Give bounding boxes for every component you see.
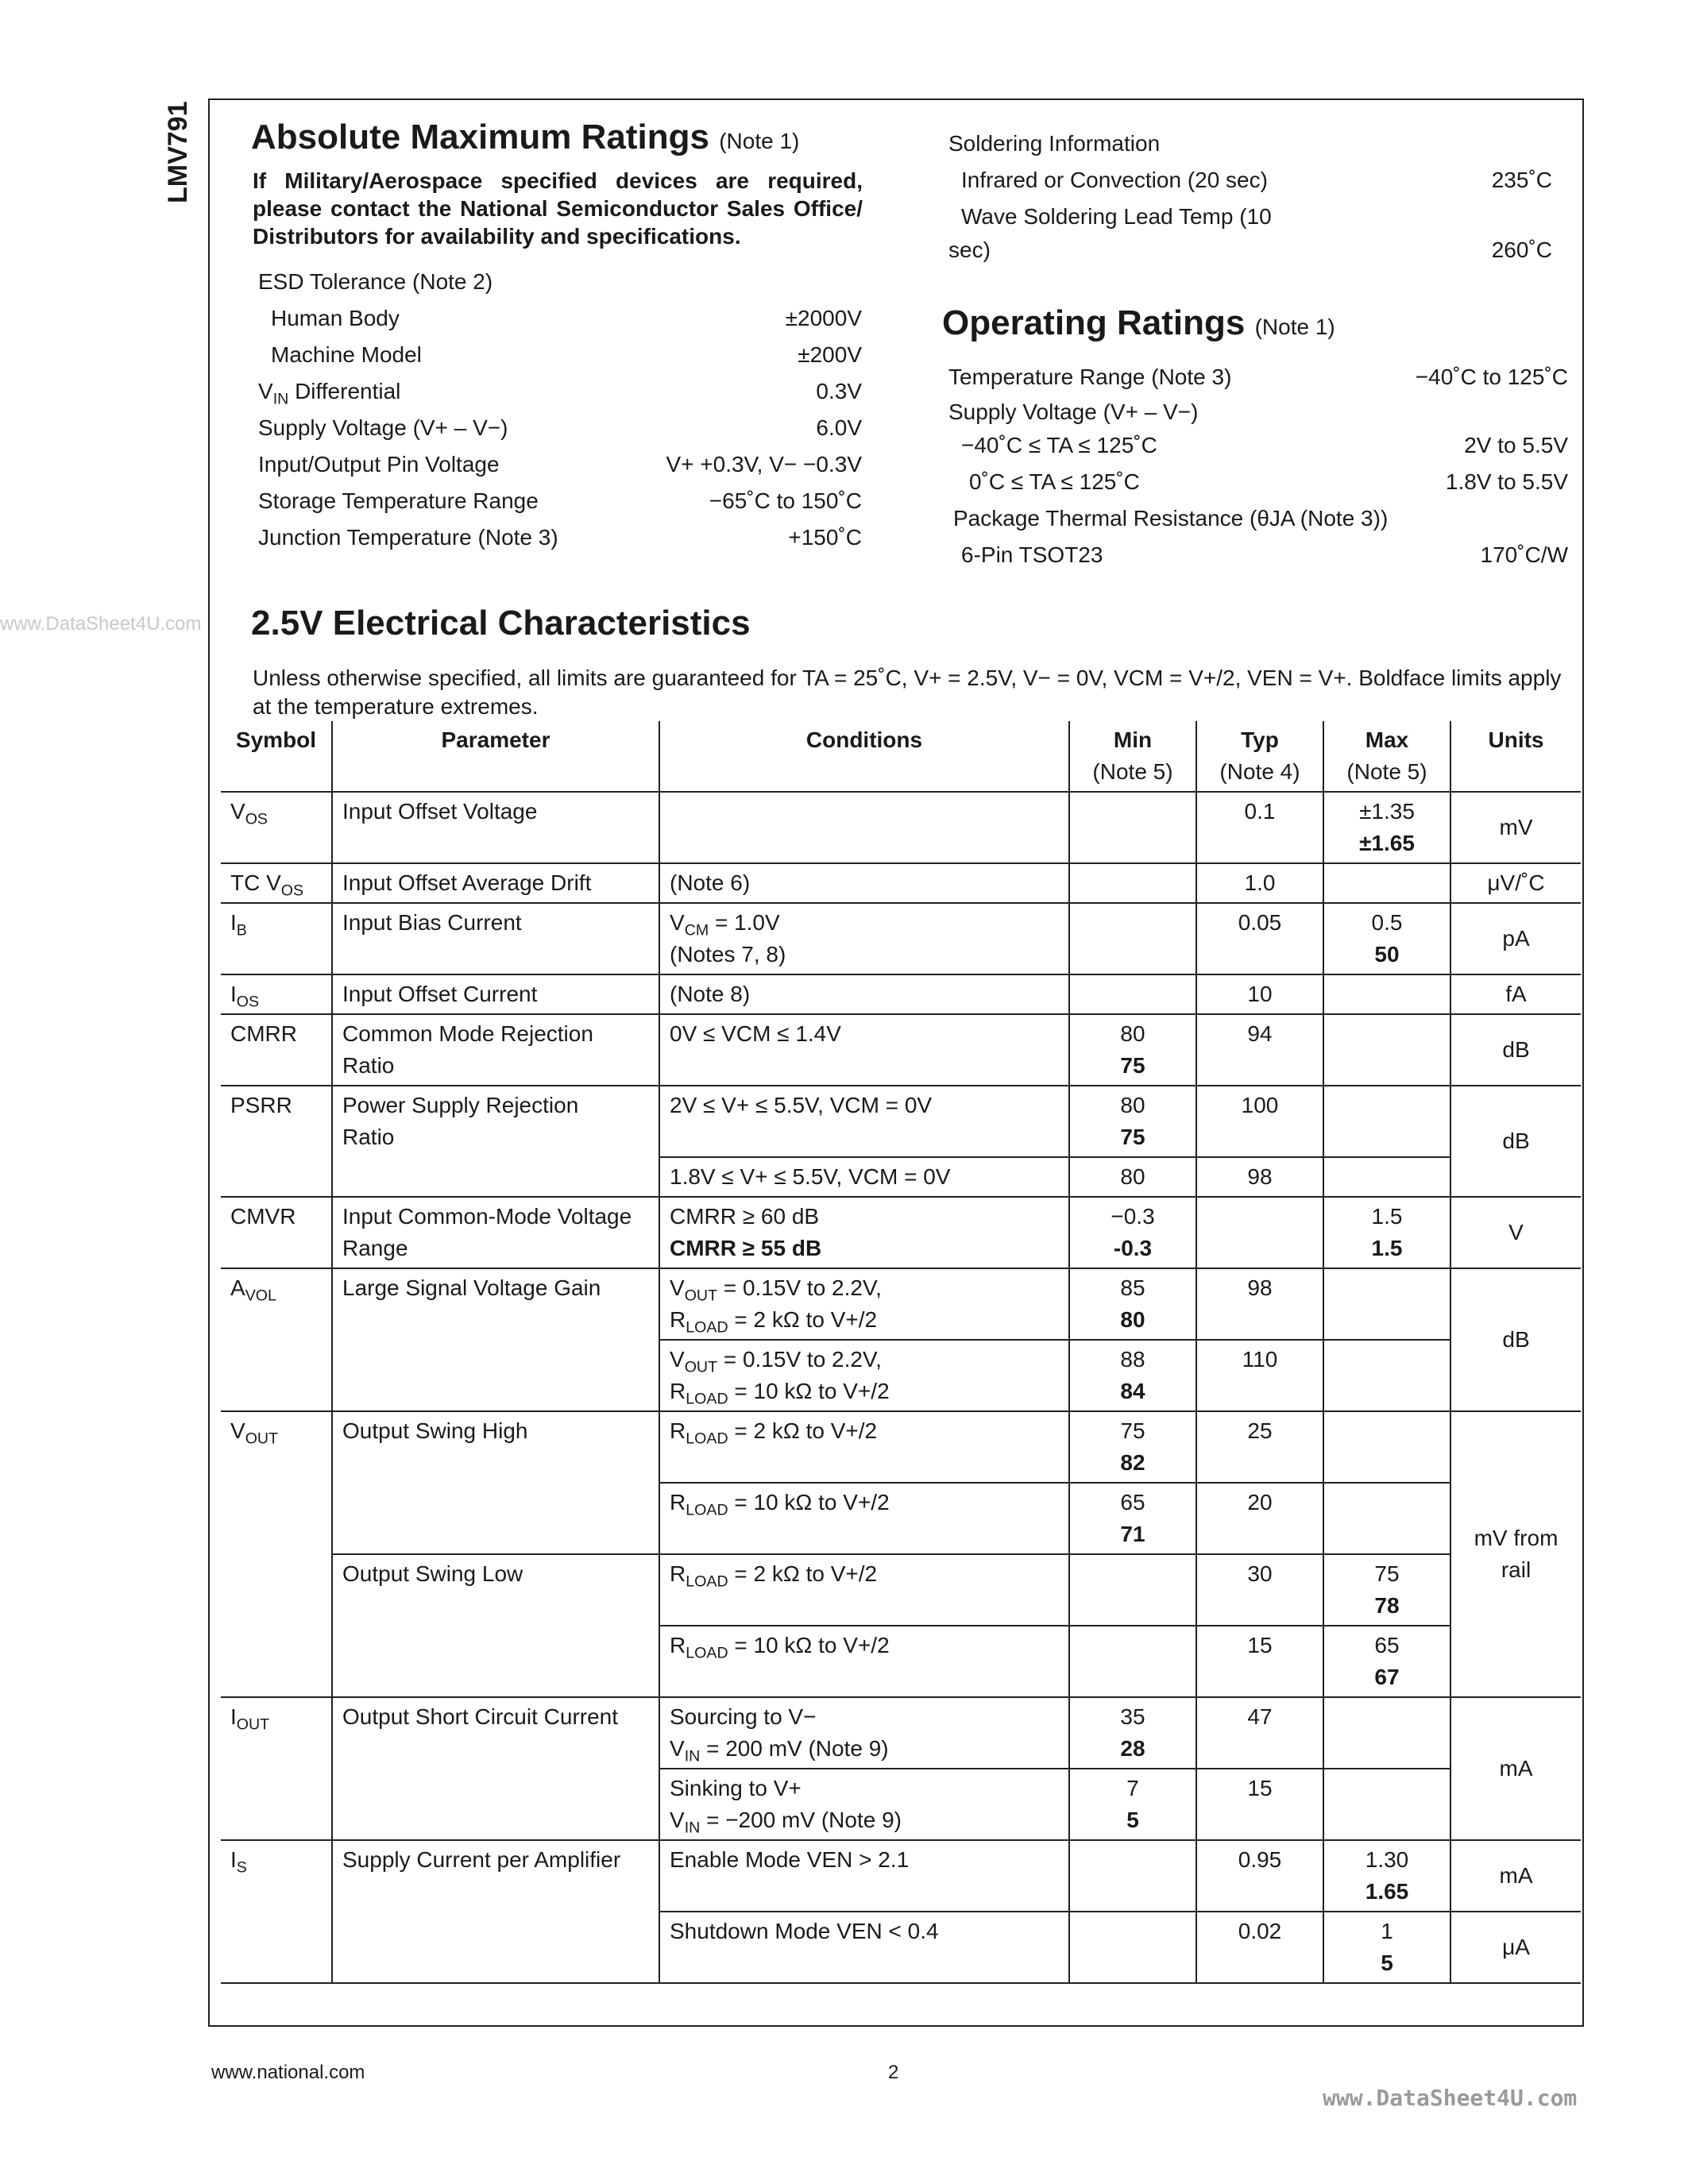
cmrr-min-val: 80 — [1120, 1021, 1145, 1046]
vos-max — [1323, 792, 1450, 863]
vin-diff-label: Differential — [295, 379, 401, 403]
vout-l2-max — [1323, 1626, 1450, 1697]
psrr-typ-2: 98 — [1196, 1157, 1323, 1197]
watermark-left: www.DataSheet4U.com — [0, 613, 202, 635]
iout-symbol: $I_{OUT}$ — [221, 1697, 332, 1840]
iout-min-2 — [1069, 1769, 1196, 1840]
cmvr-max-bold: 1.5 — [1371, 1236, 1403, 1260]
iout-cond-1b: = 200 mV (Note 9) — [706, 1736, 889, 1761]
avol-typ-1: 98 — [1196, 1268, 1323, 1340]
col-units-label: Units — [1488, 727, 1544, 752]
vos-cond — [659, 792, 1069, 863]
cmvr-cond-2: CMRR ≥ 55 dB — [670, 1236, 822, 1260]
ir-label: Infrared or Convection (20 sec) — [961, 168, 1268, 192]
iout-cond-2: Sinking to V+ $V_{IN} = -200$ mV (Note 9) — [659, 1769, 1069, 1840]
ios-symbol: $I_{OS}$ — [221, 974, 332, 1014]
supply-label: Supply Voltage (V+ – V−) — [258, 415, 508, 440]
machine-model-value: ±200V — [798, 342, 862, 367]
cmvr-typ — [1196, 1197, 1323, 1268]
junction-row — [258, 526, 862, 553]
is-min-1 — [1069, 1840, 1196, 1912]
col-typ-note: (Note 4) — [1219, 759, 1300, 784]
table-row-cmrr — [221, 1014, 1581, 1086]
op-range2-value: 1.8V to 5.5V — [1445, 469, 1568, 494]
is-min-2 — [1069, 1912, 1196, 1983]
is-max-1-bold: 1.65 — [1365, 1879, 1409, 1904]
vout-l1-cond: $R_{LOAD} = 2$ kΩ to V+/2 — [659, 1554, 1069, 1626]
ir-value: 235˚C — [1491, 168, 1552, 192]
vout-h1-max — [1323, 1411, 1450, 1483]
avol-min-1-bold: 80 — [1120, 1307, 1145, 1332]
vout-l1-min — [1069, 1554, 1196, 1626]
supply-row — [258, 416, 862, 443]
cmvr-units: V — [1450, 1197, 1581, 1268]
is-max-1 — [1323, 1840, 1450, 1912]
cmvr-cond-1: CMRR ≥ 60 dB — [670, 1204, 820, 1229]
cmrr-units: dB — [1450, 1014, 1581, 1086]
cmvr-param-2: Range — [342, 1236, 408, 1260]
table-row-vout-l1 — [221, 1554, 1581, 1626]
is-typ-2: 0.02 — [1196, 1912, 1323, 1983]
col-conditions — [659, 721, 1069, 792]
op-temp-row — [948, 365, 1568, 392]
iout-max-1 — [1323, 1697, 1450, 1769]
op-range2-row — [969, 470, 1568, 497]
ec-intro: Unless otherwise specified, all limits are guaranteed for TA = 25˚C, V+ = 2.5V, V− = 0V, VCM = V+/2, VEN = V+. Boldface limits apply at the temperature extremes. — [253, 666, 1562, 719]
table-row-avol-1 — [221, 1268, 1581, 1340]
avol-cond-1: $V_{OUT} = 0.15V$ to 2.2V, $R_{LOAD} = 2$ kΩ to V+/2 — [659, 1268, 1069, 1340]
iout-cond-1a: Sourcing to V− — [670, 1704, 817, 1729]
vout-h1-cond-text: = 2 kΩ to V+/2 — [734, 1418, 878, 1443]
is-param: Supply Current per Amplifier — [332, 1840, 659, 1983]
ib-cond-1: = 1.0V — [714, 910, 780, 935]
op-ratings-title-text: Operating Ratings — [942, 303, 1246, 342]
tcvos-max — [1323, 863, 1450, 903]
op-temp-value: −40˚C to 125˚C — [1415, 365, 1568, 389]
cmrr-param-2: Ratio — [342, 1053, 395, 1078]
table-row-tcvos — [221, 863, 1581, 903]
is-typ-1: 0.95 — [1196, 1840, 1323, 1912]
vout-l2-min — [1069, 1626, 1196, 1697]
tcvos-symbol: TC $V_{OS}$ — [221, 863, 332, 903]
io-pin-label: Input/Output Pin Voltage — [258, 452, 500, 477]
psrr-param — [332, 1086, 659, 1197]
human-body-row — [271, 307, 862, 334]
op-thermal-label: Package Thermal Resistance (θJA (Note 3)) — [953, 506, 1389, 531]
abs-max-note: (Note 1) — [719, 129, 800, 153]
avol-min-1 — [1069, 1268, 1196, 1340]
vout-h1-min-bold: 82 — [1120, 1450, 1145, 1475]
op-pkg-label: 6-Pin TSOT23 — [961, 542, 1103, 567]
op-range2-label: 0˚C ≤ TA ≤ 125˚C — [969, 469, 1140, 494]
ib-max — [1323, 903, 1450, 974]
cmrr-typ: 94 — [1196, 1014, 1323, 1086]
tcvos-symbol-text: TC V — [230, 870, 281, 895]
vos-param: Input Offset Voltage — [332, 792, 659, 863]
ios-typ: 10 — [1196, 974, 1323, 1014]
cmrr-max — [1323, 1014, 1450, 1086]
avol-min-2-bold: 84 — [1120, 1379, 1145, 1403]
cmvr-max — [1323, 1197, 1450, 1268]
avol-max-2 — [1323, 1340, 1450, 1411]
vout-h1-cond: $R_{LOAD} = 2$ kΩ to V+/2 — [659, 1411, 1069, 1483]
tcvos-param: Input Offset Average Drift — [332, 863, 659, 903]
esd-label: ESD Tolerance (Note 2) — [258, 269, 493, 294]
col-units — [1450, 721, 1581, 792]
ib-cond: $V_{CM} = 1.0V$ (Notes 7, 8) — [659, 903, 1069, 974]
vout-l2-max-val: 65 — [1374, 1633, 1400, 1657]
psrr-symbol: PSRR — [221, 1086, 332, 1197]
vout-h2-min — [1069, 1483, 1196, 1554]
vout-h2-max — [1323, 1483, 1450, 1554]
ec-header-row — [221, 721, 1581, 792]
is-max-1-val: 1.30 — [1365, 1847, 1409, 1872]
ib-max-val: 0.5 — [1371, 910, 1403, 935]
op-ratings-note: (Note 1) — [1254, 314, 1335, 339]
ib-cond-2: (Notes 7, 8) — [670, 942, 786, 967]
machine-model-label: Machine Model — [271, 342, 422, 367]
io-pin-row — [258, 453, 862, 480]
col-min-note: (Note 5) — [1092, 759, 1173, 784]
op-supply-row — [948, 400, 1568, 427]
avol-cond-1b: = 2 kΩ to V+/2 — [734, 1307, 878, 1332]
psrr-typ-1: 100 — [1196, 1086, 1323, 1157]
is-cond-2: Shutdown Mode VEN < 0.4 — [659, 1912, 1069, 1983]
col-conditions-label: Conditions — [805, 727, 923, 752]
op-pkg-value: 170˚C/W — [1480, 542, 1568, 567]
vout-units-1: mV from — [1474, 1526, 1559, 1550]
supply-value: 6.0V — [816, 415, 862, 440]
human-body-value: ±2000V — [785, 306, 862, 330]
cmvr-param — [332, 1197, 659, 1268]
ios-cond: (Note 8) — [659, 974, 1069, 1014]
iout-min-1-bold: 28 — [1120, 1736, 1145, 1761]
vout-l1-typ: 30 — [1196, 1554, 1323, 1626]
vout-h2-cond: $R_{LOAD} = 10$ kΩ to V+/2 — [659, 1483, 1069, 1554]
cmrr-min — [1069, 1014, 1196, 1086]
op-range1-row — [961, 434, 1568, 461]
iout-cond-1: Sourcing to V− $V_{IN} = 200$ mV (Note 9) — [659, 1697, 1069, 1769]
ios-max — [1323, 974, 1450, 1014]
cmrr-param — [332, 1014, 659, 1086]
vin-diff-label-wrap: $V_{IN}$ Differential — [258, 379, 401, 408]
vout-l1-cond-text: = 2 kΩ to V+/2 — [734, 1561, 878, 1586]
op-range1-value: 2V to 5.5V — [1464, 433, 1568, 457]
col-symbol-label: Symbol — [235, 727, 317, 752]
vout-units — [1450, 1411, 1581, 1697]
storage-value: −65˚C to 150˚C — [709, 488, 862, 513]
table-row-ios — [221, 974, 1581, 1014]
watermark-right: www.DataSheet4U.com — [1323, 2085, 1578, 2111]
abs-max-title-text: Absolute Maximum Ratings — [251, 118, 709, 156]
avol-min-1-val: 85 — [1120, 1275, 1145, 1300]
tcvos-cond: (Note 6) — [659, 863, 1069, 903]
storage-label: Storage Temperature Range — [258, 488, 539, 513]
avol-min-2 — [1069, 1340, 1196, 1411]
iout-cond-2b: = −200 mV (Note 9) — [706, 1808, 902, 1832]
junction-value: +150˚C — [788, 525, 862, 550]
op-temp-label: Temperature Range (Note 3) — [948, 365, 1232, 389]
table-row-psrr-1 — [221, 1086, 1581, 1157]
iout-typ-2: 15 — [1196, 1769, 1323, 1840]
table-row-iout-1 — [221, 1697, 1581, 1769]
psrr-param-1: Power Supply Rejection — [342, 1093, 579, 1117]
cmrr-cond: 0V ≤ VCM ≤ 1.4V — [659, 1014, 1069, 1086]
vout-h2-min-val: 65 — [1120, 1490, 1145, 1515]
vout-l1-max — [1323, 1554, 1450, 1626]
ib-units: pA — [1450, 903, 1581, 974]
avol-cond-2b: = 10 kΩ to V+/2 — [734, 1379, 890, 1403]
military-warning: If Military/Aerospace specified devices are required, please contact the National Semiconductor Sales Office/ Distributors for availability and specifications. — [253, 168, 863, 249]
col-typ-label: Typ — [1241, 727, 1279, 752]
cmvr-symbol: CMVR — [221, 1197, 332, 1268]
psrr-param-2: Ratio — [342, 1125, 395, 1149]
vout-h1-typ: 25 — [1196, 1411, 1323, 1483]
cmvr-min-val: −0.3 — [1111, 1204, 1155, 1229]
col-parameter-label: Parameter — [441, 727, 550, 752]
table-row-ib — [221, 903, 1581, 974]
is-units-1: mA — [1450, 1840, 1581, 1912]
human-body-label: Human Body — [271, 306, 400, 330]
col-typ — [1196, 721, 1323, 792]
cmrr-min-bold: 75 — [1120, 1053, 1145, 1078]
vout-l2-max-bold: 67 — [1374, 1665, 1400, 1689]
ios-units: fA — [1450, 974, 1581, 1014]
ir-row — [961, 168, 1552, 195]
vos-symbol: $V_{OS}$ — [221, 792, 332, 863]
ib-typ: 0.05 — [1196, 903, 1323, 974]
tcvos-units: μV/˚C — [1450, 863, 1581, 903]
ec-table — [221, 721, 1581, 1984]
iout-max-2 — [1323, 1769, 1450, 1840]
avol-symbol: $A_{VOL}$ — [221, 1268, 332, 1411]
avol-typ-2: 110 — [1196, 1340, 1323, 1411]
wave-label-2: sec) — [948, 237, 991, 262]
psrr-max-1 — [1323, 1086, 1450, 1157]
esd-row — [258, 270, 862, 297]
col-max — [1323, 721, 1450, 792]
vout-units-2: rail — [1501, 1557, 1532, 1582]
ios-param: Input Offset Current — [332, 974, 659, 1014]
iout-cond-2a: Sinking to V+ — [670, 1776, 802, 1800]
vout-h2-typ: 20 — [1196, 1483, 1323, 1554]
cmvr-param-1: Input Common-Mode Voltage — [342, 1204, 632, 1229]
vout-h1-min-val: 75 — [1120, 1418, 1145, 1443]
vout-l2-cond-text: = 10 kΩ to V+/2 — [734, 1633, 890, 1657]
is-units-2: μA — [1450, 1912, 1581, 1983]
cmvr-min — [1069, 1197, 1196, 1268]
vout-h2-min-bold: 71 — [1120, 1522, 1145, 1546]
vout-l1-max-bold: 78 — [1374, 1593, 1400, 1618]
vout-high-param: Output Swing High — [332, 1411, 659, 1554]
vout-l1-max-val: 75 — [1374, 1561, 1400, 1586]
avol-cond-1a: = 0.15V to 2.2V, — [723, 1275, 882, 1300]
op-supply-label: Supply Voltage (V+ – V−) — [948, 399, 1199, 424]
vos-max-bold: ±1.65 — [1359, 831, 1415, 855]
io-pin-value: V+ +0.3V, V− −0.3V — [666, 452, 862, 477]
cmvr-max-val: 1.5 — [1371, 1204, 1403, 1229]
iout-min-2-val: 7 — [1126, 1776, 1139, 1800]
is-symbol: $I_S$ — [221, 1840, 332, 1983]
cmvr-min-bold: -0.3 — [1113, 1236, 1153, 1260]
vout-low-param: Output Swing Low — [332, 1554, 659, 1697]
footer-page-number: 2 — [888, 2062, 899, 2083]
op-range1-label: −40˚C ≤ TA ≤ 125˚C — [961, 433, 1157, 457]
psrr-cond-2: 1.8V ≤ V+ ≤ 5.5V, VCM = 0V — [659, 1157, 1069, 1197]
vos-units: mV — [1450, 792, 1581, 863]
vos-min — [1069, 792, 1196, 863]
avol-param: Large Signal Voltage Gain — [332, 1268, 659, 1411]
col-parameter — [332, 721, 659, 792]
iout-typ-1: 47 — [1196, 1697, 1323, 1769]
avol-units: dB — [1450, 1268, 1581, 1411]
table-row-vout-h1 — [221, 1411, 1581, 1483]
ib-param: Input Bias Current — [332, 903, 659, 974]
wave-value: 260˚C — [1491, 237, 1552, 262]
psrr-min-1-bold: 75 — [1120, 1125, 1145, 1149]
footer-site: www.national.com — [211, 2062, 365, 2083]
psrr-units: dB — [1450, 1086, 1581, 1197]
col-max-label: Max — [1365, 727, 1409, 752]
avol-max-1 — [1323, 1268, 1450, 1340]
psrr-min-1-val: 80 — [1120, 1093, 1145, 1117]
vout-l2-typ: 15 — [1196, 1626, 1323, 1697]
op-thermal-row — [953, 507, 1568, 534]
vin-diff-row — [258, 380, 862, 407]
ios-min — [1069, 974, 1196, 1014]
vos-typ: 0.1 — [1196, 792, 1323, 863]
avol-min-2-val: 88 — [1120, 1347, 1145, 1372]
avol-cond-2a: = 0.15V to 2.2V, — [723, 1347, 882, 1372]
op-ratings-title — [942, 303, 1335, 343]
ib-min — [1069, 903, 1196, 974]
soldering-title: Soldering Information — [948, 131, 1161, 156]
op-pkg-row — [961, 543, 1568, 570]
cmrr-param-1: Common Mode Rejection — [342, 1021, 593, 1046]
iout-param: Output Short Circuit Current — [332, 1697, 659, 1840]
col-symbol — [221, 721, 332, 792]
tcvos-typ: 1.0 — [1196, 863, 1323, 903]
table-row-cmvr — [221, 1197, 1581, 1268]
vout-symbol: $V_{OUT}$ — [221, 1411, 332, 1697]
tcvos-min — [1069, 863, 1196, 903]
iout-min-1-val: 35 — [1120, 1704, 1145, 1729]
wave-label-1: Wave Soldering Lead Temp (10 — [961, 204, 1272, 229]
vout-l2-cond: $R_{LOAD} = 10$ kΩ to V+/2 — [659, 1626, 1069, 1697]
storage-row — [258, 489, 862, 516]
psrr-min-2: 80 — [1069, 1157, 1196, 1197]
iout-min-1 — [1069, 1697, 1196, 1769]
machine-model-row — [271, 343, 862, 370]
is-max-2 — [1323, 1912, 1450, 1983]
col-max-note: (Note 5) — [1346, 759, 1427, 784]
psrr-max-2 — [1323, 1157, 1450, 1197]
vos-max-val: ±1.35 — [1359, 799, 1415, 824]
is-cond-1: Enable Mode VEN > 2.1 — [659, 1840, 1069, 1912]
soldering-title-row — [948, 132, 1552, 159]
table-row-is-1 — [221, 1840, 1581, 1912]
ec-title: 2.5V Electrical Characteristics — [251, 604, 751, 642]
vout-h2-cond-text: = 10 kΩ to V+/2 — [734, 1490, 890, 1515]
wave-row-2 — [948, 238, 1552, 265]
part-number-side-label: LMV791 — [163, 101, 193, 203]
ib-symbol: $I_B$ — [221, 903, 332, 974]
iout-units: mA — [1450, 1697, 1581, 1840]
avol-cond-2: $V_{OUT} = 0.15V$ to 2.2V, $R_{LOAD} = 10$ kΩ to V+/2 — [659, 1340, 1069, 1411]
vout-h1-min — [1069, 1411, 1196, 1483]
is-max-2-bold: 5 — [1381, 1951, 1393, 1975]
table-row-vos — [221, 792, 1581, 863]
col-min-label: Min — [1113, 727, 1153, 752]
col-min — [1069, 721, 1196, 792]
abs-max-title — [251, 118, 799, 157]
iout-min-2-bold: 5 — [1126, 1808, 1139, 1832]
psrr-min-1 — [1069, 1086, 1196, 1157]
psrr-cond-1: 2V ≤ V+ ≤ 5.5V, VCM = 0V — [659, 1086, 1069, 1157]
wave-row-1 — [961, 205, 1552, 232]
is-max-2-val: 1 — [1381, 1919, 1393, 1943]
ib-max-bold: 50 — [1374, 942, 1400, 967]
cmrr-symbol: CMRR — [221, 1014, 332, 1086]
cmvr-cond — [659, 1197, 1069, 1268]
vin-diff-value: 0.3V — [816, 379, 862, 403]
junction-label: Junction Temperature (Note 3) — [258, 525, 558, 550]
